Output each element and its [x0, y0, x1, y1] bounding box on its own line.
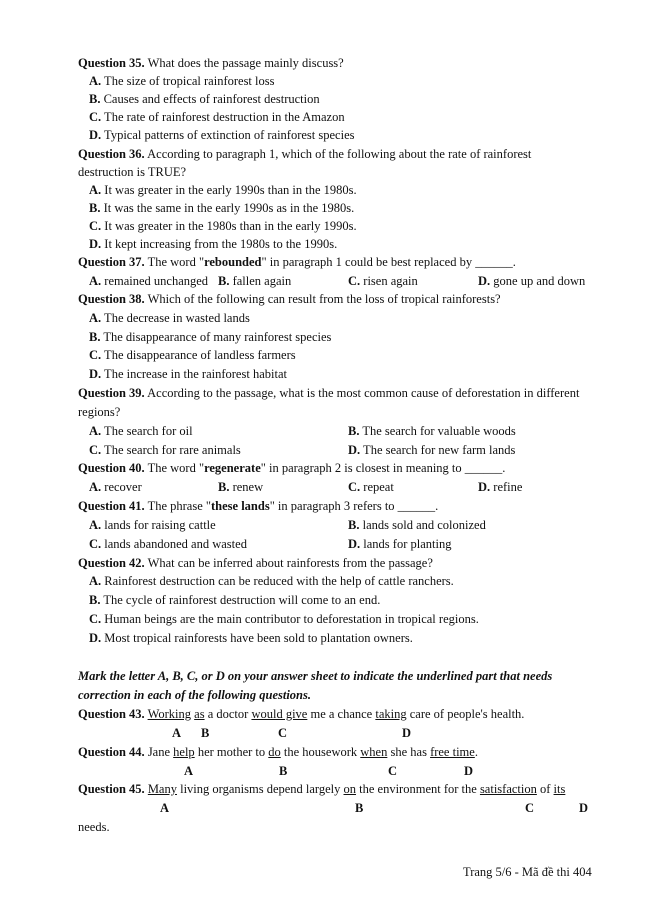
option-d: D. Typical patterns of extinction of rainforest species: [89, 128, 355, 142]
option-a: A. Rainforest destruction can be reduced with the help of cattle ranchers.: [89, 574, 454, 588]
question-label: Question 38.: [78, 292, 145, 306]
question-label: Question 41.: [78, 499, 145, 513]
option-d: D. The search for new farm lands: [348, 443, 516, 457]
letter-a: A: [184, 764, 194, 778]
section-instruction: Mark the letter A, B, C, or D on your answer sheet to indicate the underlined part that needs: [78, 669, 553, 683]
question-44: Question 44. Jane help her mother to do the housework when she has free time.: [78, 745, 478, 759]
letter-c: C: [388, 764, 398, 778]
letter-c: C: [525, 801, 535, 815]
option-a: A. It was greater in the early 1990s than in the 1980s.: [89, 183, 357, 197]
question-38: [78, 292, 501, 306]
question-35: [78, 56, 344, 70]
underlined-part-b: do: [268, 745, 281, 759]
question-text: According to paragraph 1, which of the following about the rate of rainforest: [144, 147, 532, 161]
option-b: B. fallen again: [218, 274, 292, 288]
underlined-part-a: help: [173, 745, 195, 759]
key-word: these lands: [211, 499, 270, 513]
question-39: [78, 386, 579, 400]
option-c: C. It was greater in the 1980s than in the early 1990s.: [89, 219, 357, 233]
underlined-part-d: taking: [375, 707, 407, 721]
option-a: A. The size of tropical rainforest loss: [89, 74, 275, 88]
question-37: Question 37. The word "rebounded" in paragraph 1 could be best replaced by ______.: [78, 255, 516, 269]
key-word: rebounded: [204, 255, 262, 269]
option-b: B. It was the same in the early 1990s as in the 1980s.: [89, 201, 355, 215]
option-b: B. The cycle of rainforest destruction will come to an end.: [89, 593, 381, 607]
question-45: Question 45. Many living organisms depend largely on the environment for the satisfaction of its: [78, 782, 566, 796]
question-text: Which of the following can result from the loss of tropical rainforests?: [144, 292, 501, 306]
underlined-part-a: Working: [147, 707, 192, 721]
option-a: A. remained unchanged: [89, 274, 209, 288]
option-b: B. Causes and effects of rainforest destruction: [89, 92, 320, 106]
letter-d: D: [402, 726, 412, 740]
question-label: Question 39.: [78, 386, 145, 400]
option-c: C. repeat: [348, 480, 394, 494]
letter-b: B: [355, 801, 364, 815]
underlined-part-d: its: [553, 782, 566, 796]
underlined-part-a: Many: [147, 782, 177, 796]
option-c: C. Human beings are the main contributor to deforestation in tropical regions.: [89, 612, 479, 626]
letter-d: D: [464, 764, 474, 778]
option-a: A. lands for raising cattle: [89, 518, 216, 532]
option-b: B. renew: [218, 480, 264, 494]
answer-letters: [0, 764, 650, 778]
underlined-part-d: free time: [430, 745, 475, 759]
option-b: B. The search for valuable woods: [348, 424, 516, 438]
question-text-continued: needs.: [78, 820, 110, 834]
question-36: [78, 147, 531, 161]
underlined-part-c: when: [360, 745, 388, 759]
letter-c: C: [278, 726, 288, 740]
question-label: Question 40.: [78, 461, 145, 475]
option-a: A. The search for oil: [89, 424, 193, 438]
question-label: Question 42.: [78, 556, 145, 570]
option-d: D. gone up and down: [478, 274, 586, 288]
question-label: Question 43.: [78, 707, 145, 721]
question-label: Question 44.: [78, 745, 145, 759]
question-text-continued: regions?: [78, 405, 121, 419]
underlined-part-b: on: [343, 782, 357, 796]
question-43: Question 43. Working as a doctor would give me a chance taking care of people's health.: [78, 707, 525, 721]
option-c: C. The search for rare animals: [89, 443, 241, 457]
key-word: regenerate: [204, 461, 261, 475]
option-d: D. It kept increasing from the 1980s to the 1990s.: [89, 237, 338, 251]
answer-letters: [0, 801, 650, 815]
question-text: What does the passage mainly discuss?: [144, 56, 344, 70]
letter-b: B: [201, 726, 210, 740]
question-label: Question 37.: [78, 255, 145, 269]
page-footer: Trang 5/6 - Mã đề thi 404: [463, 865, 592, 879]
answer-letters: [0, 726, 650, 740]
letter-a: A: [160, 801, 170, 815]
section-instruction-continued: correction in each of the following questions.: [78, 688, 312, 702]
option-b: B. lands sold and colonized: [348, 518, 486, 532]
option-d: D. refine: [478, 480, 523, 494]
question-41: Question 41. The phrase "these lands" in paragraph 3 refers to ______.: [78, 499, 439, 513]
option-a: A. The decrease in wasted lands: [89, 311, 250, 325]
option-c: C. The rate of rainforest destruction in the Amazon: [89, 110, 345, 124]
question-label: Question 36.: [78, 147, 145, 161]
option-d: D. The increase in the rainforest habitat: [89, 367, 287, 381]
question-label: Question 45.: [78, 782, 145, 796]
question-label: Question 35.: [78, 56, 145, 70]
letter-d: D: [579, 801, 589, 815]
option-c: C. risen again: [348, 274, 418, 288]
option-a: A. recover: [89, 480, 142, 494]
underlined-part-c: satisfaction: [479, 782, 537, 796]
question-text: What can be inferred about rainforests from the passage?: [144, 556, 433, 570]
underlined-part-c: would give: [251, 707, 308, 721]
question-42: [78, 556, 433, 570]
option-c: C. The disappearance of landless farmers: [89, 348, 296, 362]
question-text: According to the passage, what is the most common cause of deforestation in different: [144, 386, 580, 400]
underlined-part-b: as: [194, 707, 205, 721]
option-d: D. lands for planting: [348, 537, 452, 551]
question-text-continued: destruction is TRUE?: [78, 165, 187, 179]
option-d: D. Most tropical rainforests have been sold to plantation owners.: [89, 631, 413, 645]
question-40: Question 40. The word "regenerate" in paragraph 2 is closest in meaning to ______.: [78, 461, 506, 475]
letter-b: B: [279, 764, 288, 778]
letter-a: A: [172, 726, 182, 740]
option-b: B. The disappearance of many rainforest species: [89, 330, 332, 344]
option-c: C. lands abandoned and wasted: [89, 537, 247, 551]
